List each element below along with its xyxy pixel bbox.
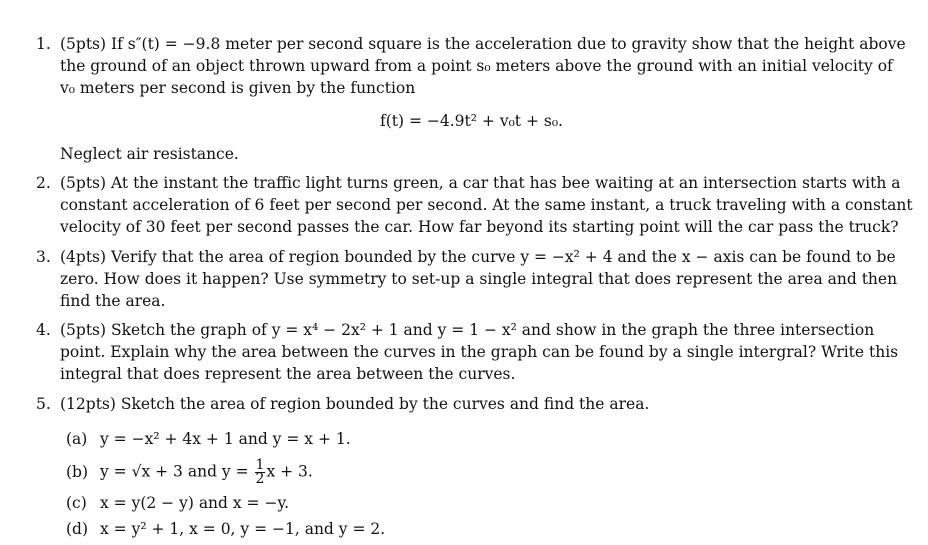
problem-number: 4. (36, 321, 51, 339)
subpart-label: (c) (66, 494, 87, 512)
problem-text (60, 33, 906, 99)
subpart-equation: x = y(2 − y) and x = −y. (100, 494, 290, 512)
problem-number: 3. (36, 248, 51, 266)
problem-line: constant acceleration of 6 feet per second per second. At the same instant, a truck traveling with a constant (60, 196, 913, 214)
problem-line: (5pts) If s″(t) = −9.8 meter per second square is the acceleration due to gravity show that the height above (60, 35, 906, 53)
problem-note: Neglect air resistance. (60, 145, 239, 163)
fraction-numerator: 1 (255, 457, 265, 473)
problem-line: zero. How does it happen? Use symmetry to set-up a single integral that does represent the area and then (60, 270, 898, 288)
problem-line: (4pts) Verify that the area of region bounded by the curve y = −x² + 4 and the x − axis can be found to be (60, 248, 896, 266)
subpart-a (66, 428, 351, 450)
fraction-denominator: 2 (255, 471, 265, 487)
problem-line: integral that does represent the area between the curves. (60, 365, 516, 383)
problem-line: v₀ meters per second is given by the function (60, 79, 416, 97)
problem-number: 5. (36, 395, 51, 413)
subpart-b (66, 459, 313, 486)
subpart-label: (a) (66, 430, 88, 448)
problem-line: (5pts) Sketch the graph of y = x⁴ − 2x² + 1 and y = 1 − x² and show in the graph the three intersection (60, 321, 875, 339)
problem-text (60, 246, 898, 312)
problem-line: point. Explain why the area between the curves in the graph can be found by a single intergral? Write this (60, 343, 899, 361)
subpart-c (66, 492, 289, 514)
subpart-label: (b) (66, 462, 89, 481)
problem-line: (5pts) At the instant the traffic light turns green, a car that has bee waiting at an intersection starts with a (60, 174, 901, 192)
problem-number: 2. (36, 174, 51, 192)
problem-text (60, 393, 892, 415)
problem-number: 1. (36, 35, 51, 53)
function-formula: f(t) = −4.9t² + v₀t + s₀. (380, 112, 563, 130)
problem-text (60, 319, 899, 385)
subpart-equation-post: x + 3. (266, 462, 313, 481)
subpart-label: (d) (66, 520, 89, 538)
problem-line: (12pts) Sketch the area of region bounded by the curves and find the area. (60, 395, 650, 413)
problem-line: velocity of 30 feet per second passes the car. How far beyond its starting point will the car pass the truck? (60, 218, 899, 236)
problem-line: the ground of an object thrown upward from a point s₀ meters above the ground with an initial velocity of (60, 57, 893, 75)
subpart-equation: x = y² + 1, x = 0, y = −1, and y = 2. (100, 520, 386, 538)
subpart-equation: y = −x² + 4x + 1 and y = x + 1. (100, 430, 351, 448)
fraction (255, 459, 266, 486)
subpart-d (66, 518, 385, 540)
subpart-equation-pre: y = √x + 3 and y = (100, 462, 254, 481)
problem-text (60, 172, 913, 238)
problem-line: find the area. (60, 292, 166, 310)
